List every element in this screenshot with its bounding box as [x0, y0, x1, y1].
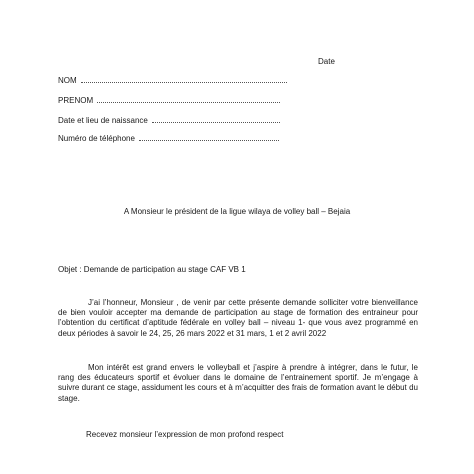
object-line: Objet : Demande de participation au stage CAF VB 1 [58, 265, 246, 274]
field-date-lieu-blank [152, 116, 280, 123]
field-prenom-label: PRENOM [58, 96, 94, 105]
field-date-lieu [58, 116, 280, 125]
body-paragraph-1: J’ai l’honneur, Monsieur , de venir par cette présente demande solliciter votre bienveillance de bien vouloir accepter ma demande de participation au stage de formation des entraineur pour l’obtention du certificat d’aptitude fédérale en volley ball – niveau 1- que vous avez programmé en deux périodes à savoir le 24, 25, 26 mars 2022 et 31 mars, 1 et 2 avril 2022 [58, 298, 418, 338]
body-paragraph-2: Mon intérêt est grand envers le volleyball et j’aspire à prendre à intégrer, dans le futur, le rang des éducateurs sportif et évoluer dans le domaine de l’entrainement sportif. Je m’engage à suivre durant ce stage, assidument les cours et à m’acquitter des frais de formation avant le début du stage. [58, 363, 418, 403]
recipient-line: A Monsieur le président de la ligue wilaya de volley ball – Bejaia [123, 207, 351, 216]
field-telephone-blank [139, 134, 279, 141]
field-nom [58, 76, 287, 85]
field-nom-blank [81, 76, 287, 83]
field-prenom-blank [97, 96, 280, 103]
field-telephone [58, 134, 279, 143]
field-date-lieu-label: Date et lieu de naissance [58, 116, 148, 125]
date-label: Date [318, 57, 335, 66]
field-telephone-label: Numéro de téléphone [58, 134, 135, 143]
closing-line: Recevez monsieur l’expression de mon profond respect [86, 430, 284, 439]
field-prenom [58, 96, 280, 105]
field-nom-label: NOM [58, 76, 77, 85]
